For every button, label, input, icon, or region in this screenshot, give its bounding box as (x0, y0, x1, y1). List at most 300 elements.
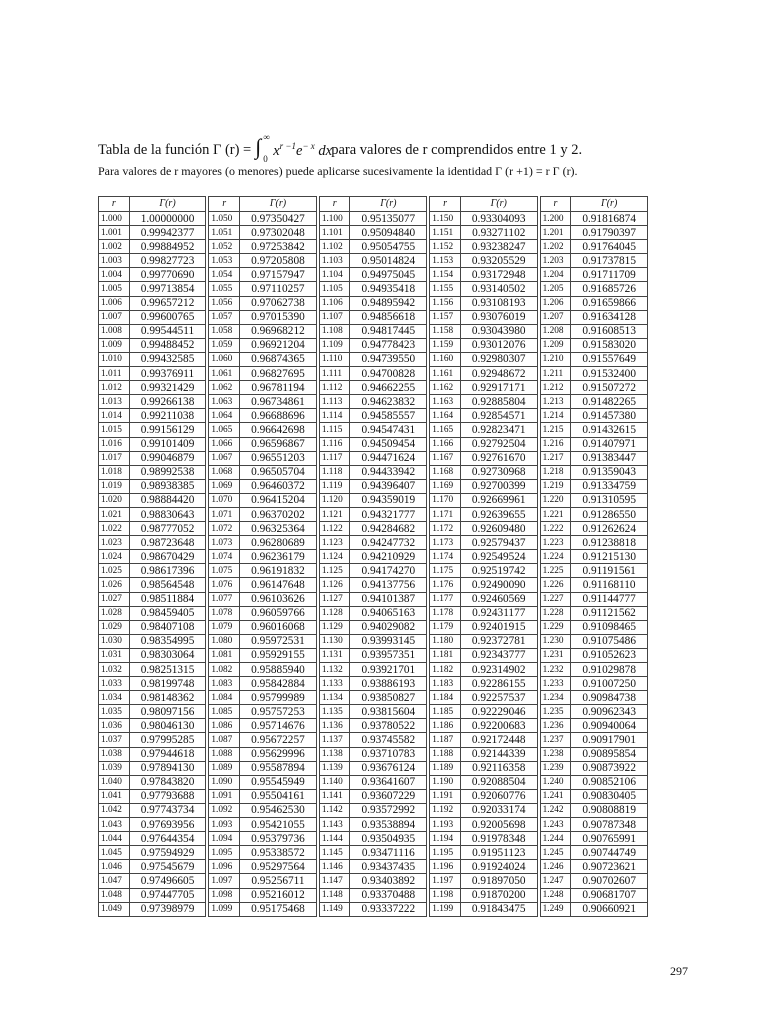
gamma-cell: 0.97302048 (240, 226, 317, 240)
table-row (209, 550, 316, 564)
table-row (430, 409, 537, 423)
table-row (319, 550, 426, 564)
gamma-cell: 0.96460372 (240, 479, 317, 493)
gamma-cell: 0.91191561 (571, 564, 648, 578)
gamma-cell: 0.97350427 (240, 212, 317, 226)
gamma-cell: 0.97015390 (240, 310, 317, 324)
gamma-cell: 0.99770690 (129, 268, 206, 282)
table-row (209, 367, 316, 381)
gamma-cell: 0.92229046 (460, 705, 537, 719)
gamma-cell: 0.91507272 (571, 381, 648, 395)
gamma-cell: 0.94471624 (350, 451, 427, 465)
table-row (99, 733, 206, 747)
gamma-cell: 0.92761670 (460, 451, 537, 465)
gamma-cell: 0.95587894 (240, 761, 317, 775)
gamma-cell: 0.95216012 (240, 888, 317, 902)
gamma-cell: 0.95545949 (240, 775, 317, 789)
table-row (430, 352, 537, 366)
gamma-cell: 0.94321777 (350, 507, 427, 521)
header-row (430, 197, 537, 212)
table-row (209, 352, 316, 366)
table-row (319, 846, 426, 860)
table-row (430, 465, 537, 479)
table-row (209, 761, 316, 775)
r-cell: 1.178 (430, 606, 461, 620)
gamma-cell: 0.94935418 (350, 282, 427, 296)
r-cell: 1.012 (99, 381, 130, 395)
gamma-cell: 0.93370488 (350, 888, 427, 902)
gamma-cell: 0.92060776 (460, 789, 537, 803)
header-row (540, 197, 647, 212)
gamma-cell: 0.93471116 (350, 846, 427, 860)
table-row (540, 761, 647, 775)
gamma-cell: 0.92639655 (460, 507, 537, 521)
r-cell: 1.064 (209, 409, 240, 423)
table-row (540, 677, 647, 691)
gamma-cell: 0.93238247 (460, 240, 537, 254)
r-cell: 1.109 (319, 338, 350, 352)
table-row (209, 381, 316, 395)
r-cell: 1.209 (540, 338, 571, 352)
gamma-cell: 0.99101409 (129, 437, 206, 451)
r-cell: 1.128 (319, 606, 350, 620)
table-row (540, 282, 647, 296)
gamma-cell: 0.92700399 (460, 479, 537, 493)
table-row (99, 888, 206, 902)
gamma-cell: 0.98830643 (129, 507, 206, 521)
gamma-cell: 0.92257537 (460, 691, 537, 705)
table-row (209, 507, 316, 521)
r-cell: 1.205 (540, 282, 571, 296)
r-cell: 1.216 (540, 437, 571, 451)
gamma-cell: 0.90765991 (571, 832, 648, 846)
table-row (319, 719, 426, 733)
table-row (430, 310, 537, 324)
r-cell: 1.174 (430, 550, 461, 564)
r-cell: 1.237 (540, 733, 571, 747)
column-header-gamma: Γ(r) (571, 197, 648, 212)
r-cell: 1.144 (319, 832, 350, 846)
table-row (99, 423, 206, 437)
gamma-cell: 0.97894130 (129, 761, 206, 775)
table-block (98, 196, 206, 917)
r-cell: 1.124 (319, 550, 350, 564)
table-row (319, 479, 426, 493)
table-row (209, 620, 316, 634)
r-cell: 1.029 (99, 620, 130, 634)
gamma-cell: 0.95842884 (240, 677, 317, 691)
gamma-cell: 0.93921701 (350, 663, 427, 677)
integrand (273, 141, 332, 160)
gamma-cell: 0.92854571 (460, 409, 537, 423)
gamma-cell: 0.99657212 (129, 296, 206, 310)
r-cell: 1.131 (319, 648, 350, 662)
table-row (430, 705, 537, 719)
r-cell: 1.180 (430, 634, 461, 648)
r-cell: 1.050 (209, 212, 240, 226)
table-row (319, 789, 426, 803)
r-cell: 1.123 (319, 536, 350, 550)
r-cell: 1.223 (540, 536, 571, 550)
gamma-cell: 0.97157947 (240, 268, 317, 282)
gamma-cell: 0.91532400 (571, 367, 648, 381)
table-row (540, 663, 647, 677)
gamma-cell: 0.99544511 (129, 324, 206, 338)
table-row (430, 423, 537, 437)
r-cell: 1.117 (319, 451, 350, 465)
r-cell: 1.230 (540, 634, 571, 648)
table-row (540, 352, 647, 366)
gamma-cell: 0.92088504 (460, 775, 537, 789)
r-cell: 1.199 (430, 902, 461, 916)
table-row (430, 226, 537, 240)
gamma-cell: 0.99266138 (129, 395, 206, 409)
gamma-cell: 0.96968212 (240, 324, 317, 338)
r-cell: 1.094 (209, 832, 240, 846)
r-cell: 1.118 (319, 465, 350, 479)
r-cell: 1.182 (430, 663, 461, 677)
r-cell: 1.122 (319, 522, 350, 536)
gamma-cell: 0.96734861 (240, 395, 317, 409)
gamma-cell: 0.98354995 (129, 634, 206, 648)
table-row (99, 282, 206, 296)
r-cell: 1.149 (319, 902, 350, 916)
r-cell: 1.084 (209, 691, 240, 705)
r-cell: 1.125 (319, 564, 350, 578)
gamma-cell: 0.97743734 (129, 803, 206, 817)
r-cell: 1.058 (209, 324, 240, 338)
r-cell: 1.077 (209, 592, 240, 606)
r-cell: 1.086 (209, 719, 240, 733)
gamma-cell: 0.93012076 (460, 338, 537, 352)
gamma-cell: 0.92460569 (460, 592, 537, 606)
gamma-cell: 0.90895854 (571, 747, 648, 761)
r-cell: 1.031 (99, 648, 130, 662)
gamma-cell: 0.95504161 (240, 789, 317, 803)
header-row (209, 197, 316, 212)
table-row (540, 296, 647, 310)
table-row (99, 691, 206, 705)
table-row (319, 282, 426, 296)
gamma-cell: 0.97944618 (129, 747, 206, 761)
table-row (430, 789, 537, 803)
table-row (430, 733, 537, 747)
r-cell: 1.134 (319, 691, 350, 705)
table-row (540, 451, 647, 465)
gamma-cell: 0.93043980 (460, 324, 537, 338)
table-row (540, 606, 647, 620)
table-row (430, 874, 537, 888)
r-cell: 1.135 (319, 705, 350, 719)
r-cell: 1.030 (99, 634, 130, 648)
table-row (99, 212, 206, 226)
table-row (209, 268, 316, 282)
table-row (430, 888, 537, 902)
gamma-cell: 0.95629996 (240, 747, 317, 761)
gamma-cell: 0.94739550 (350, 352, 427, 366)
gamma-cell: 0.92792504 (460, 437, 537, 451)
table-row (209, 423, 316, 437)
title-suffix: para valores de r comprendidos entre 1 y 2. (331, 141, 583, 158)
table-row (99, 226, 206, 240)
r-cell: 1.090 (209, 775, 240, 789)
r-cell: 1.114 (319, 409, 350, 423)
r-cell: 1.043 (99, 818, 130, 832)
gamma-cell: 0.90660921 (571, 902, 648, 916)
gamma-cell: 0.93641607 (350, 775, 427, 789)
table-row (540, 465, 647, 479)
table-row (430, 395, 537, 409)
r-cell: 1.229 (540, 620, 571, 634)
gamma-cell: 0.95672257 (240, 733, 317, 747)
r-cell: 1.204 (540, 268, 571, 282)
gamma-cell: 0.96551203 (240, 451, 317, 465)
table-row (99, 268, 206, 282)
table-row (319, 226, 426, 240)
r-cell: 1.211 (540, 367, 571, 381)
r-cell: 1.046 (99, 860, 130, 874)
gamma-cell: 0.93886193 (350, 677, 427, 691)
gamma-cell: 0.91924024 (460, 860, 537, 874)
r-cell: 1.048 (99, 888, 130, 902)
table-row (99, 240, 206, 254)
gamma-cell: 0.99713854 (129, 282, 206, 296)
r-cell: 1.140 (319, 775, 350, 789)
r-cell: 1.106 (319, 296, 350, 310)
table-row (209, 282, 316, 296)
table-row (319, 592, 426, 606)
gamma-cell: 0.97644354 (129, 832, 206, 846)
r-cell: 1.038 (99, 747, 130, 761)
gamma-cell: 0.90873922 (571, 761, 648, 775)
table-row (319, 818, 426, 832)
r-cell: 1.203 (540, 254, 571, 268)
r-cell: 1.177 (430, 592, 461, 606)
gamma-cell: 0.91608513 (571, 324, 648, 338)
gamma-cell: 0.93504935 (350, 832, 427, 846)
table-row (430, 648, 537, 662)
table-row (319, 367, 426, 381)
r-cell: 1.095 (209, 846, 240, 860)
r-cell: 1.103 (319, 254, 350, 268)
r-cell: 1.045 (99, 846, 130, 860)
table-row (540, 691, 647, 705)
r-cell: 1.074 (209, 550, 240, 564)
table-row (430, 564, 537, 578)
gamma-cell: 0.98407108 (129, 620, 206, 634)
table-row (540, 310, 647, 324)
table-row (209, 747, 316, 761)
r-cell: 1.233 (540, 677, 571, 691)
gamma-cell: 0.98938385 (129, 479, 206, 493)
table-row (540, 733, 647, 747)
r-cell: 1.080 (209, 634, 240, 648)
r-cell: 1.049 (99, 902, 130, 916)
r-cell: 1.097 (209, 874, 240, 888)
table-row (99, 578, 206, 592)
r-cell: 1.151 (430, 226, 461, 240)
r-cell: 1.148 (319, 888, 350, 902)
r-cell: 1.154 (430, 268, 461, 282)
r-cell: 1.224 (540, 550, 571, 564)
gamma-cell: 0.94284682 (350, 522, 427, 536)
gamma-cell: 0.95799989 (240, 691, 317, 705)
table-row (430, 719, 537, 733)
gamma-cell: 0.99827723 (129, 254, 206, 268)
gamma-cell: 0.95256711 (240, 874, 317, 888)
gamma-cell: 0.93205529 (460, 254, 537, 268)
gamma-cell: 0.93108193 (460, 296, 537, 310)
table-row (99, 522, 206, 536)
gamma-cell: 0.94433942 (350, 465, 427, 479)
gamma-cell: 0.97793688 (129, 789, 206, 803)
r-cell: 1.153 (430, 254, 461, 268)
table-row (99, 381, 206, 395)
gamma-cell: 0.91482265 (571, 395, 648, 409)
r-cell: 1.168 (430, 465, 461, 479)
table-row (540, 437, 647, 451)
r-cell: 1.087 (209, 733, 240, 747)
table-row (99, 677, 206, 691)
r-cell: 1.098 (209, 888, 240, 902)
r-cell: 1.028 (99, 606, 130, 620)
gamma-cell: 0.94975045 (350, 268, 427, 282)
gamma-cell: 0.93676124 (350, 761, 427, 775)
r-cell: 1.236 (540, 719, 571, 733)
r-cell: 1.169 (430, 479, 461, 493)
table-row (319, 212, 426, 226)
gamma-cell: 0.90702607 (571, 874, 648, 888)
table-row (540, 634, 647, 648)
r-cell: 1.105 (319, 282, 350, 296)
table-row (319, 648, 426, 662)
r-cell: 1.248 (540, 888, 571, 902)
gamma-cell: 0.94174270 (350, 564, 427, 578)
r-cell: 1.000 (99, 212, 130, 226)
gamma-cell: 0.99884952 (129, 240, 206, 254)
gamma-cell: 0.95135077 (350, 212, 427, 226)
r-cell: 1.246 (540, 860, 571, 874)
table-row (540, 705, 647, 719)
r-cell: 1.037 (99, 733, 130, 747)
gamma-cell: 0.93850827 (350, 691, 427, 705)
gamma-cell: 0.95014824 (350, 254, 427, 268)
r-cell: 1.113 (319, 395, 350, 409)
table-row (540, 564, 647, 578)
gamma-cell: 0.96874365 (240, 352, 317, 366)
table-row (430, 479, 537, 493)
table-row (430, 522, 537, 536)
r-cell: 1.163 (430, 395, 461, 409)
integrand-base: x (273, 142, 280, 159)
table-row (430, 268, 537, 282)
r-cell: 1.158 (430, 324, 461, 338)
table-row (319, 578, 426, 592)
table-row (430, 775, 537, 789)
r-cell: 1.195 (430, 846, 461, 860)
table-row (209, 296, 316, 310)
r-cell: 1.020 (99, 493, 130, 507)
integrand-dx: dx (318, 142, 333, 159)
r-cell: 1.145 (319, 846, 350, 860)
r-cell: 1.186 (430, 719, 461, 733)
gamma-cell: 0.98617396 (129, 564, 206, 578)
gamma-cell: 0.91144777 (571, 592, 648, 606)
r-cell: 1.066 (209, 437, 240, 451)
gamma-cell: 0.95972531 (240, 634, 317, 648)
gamma-cell: 0.90681707 (571, 888, 648, 902)
r-cell: 1.010 (99, 352, 130, 366)
r-cell: 1.194 (430, 832, 461, 846)
gamma-cell: 0.94137756 (350, 578, 427, 592)
table-row (430, 747, 537, 761)
gamma-cell: 0.92917171 (460, 381, 537, 395)
table-block (208, 196, 316, 917)
gamma-cell: 0.98459405 (129, 606, 206, 620)
r-cell: 1.142 (319, 803, 350, 817)
table-row (540, 423, 647, 437)
r-cell: 1.136 (319, 719, 350, 733)
gamma-cell: 0.96059766 (240, 606, 317, 620)
r-cell: 1.129 (319, 620, 350, 634)
table-row (430, 493, 537, 507)
r-cell: 1.141 (319, 789, 350, 803)
r-cell: 1.202 (540, 240, 571, 254)
table-row (319, 620, 426, 634)
gamma-cell: 0.95379736 (240, 832, 317, 846)
table-row (99, 789, 206, 803)
r-cell: 1.130 (319, 634, 350, 648)
gamma-cell: 0.97398979 (129, 902, 206, 916)
r-cell: 1.218 (540, 465, 571, 479)
r-cell: 1.139 (319, 761, 350, 775)
header-row (99, 197, 206, 212)
gamma-cell: 0.93957351 (350, 648, 427, 662)
r-cell: 1.219 (540, 479, 571, 493)
r-cell: 1.210 (540, 352, 571, 366)
table-row (430, 212, 537, 226)
table-row (540, 846, 647, 860)
table-row (99, 564, 206, 578)
table-row (540, 254, 647, 268)
gamma-cell: 0.93780522 (350, 719, 427, 733)
table-row (319, 902, 426, 916)
table-row (319, 733, 426, 747)
table-row (540, 648, 647, 662)
gamma-cell: 0.94359019 (350, 493, 427, 507)
r-cell: 1.108 (319, 324, 350, 338)
r-cell: 1.091 (209, 789, 240, 803)
column-header-r: r (540, 197, 571, 212)
table-row (99, 761, 206, 775)
gamma-cell: 0.93710783 (350, 747, 427, 761)
gamma-cell: 0.96103626 (240, 592, 317, 606)
r-cell: 1.207 (540, 310, 571, 324)
table-row (99, 409, 206, 423)
r-cell: 1.243 (540, 818, 571, 832)
table-row (99, 818, 206, 832)
gamma-cell: 0.96781194 (240, 381, 317, 395)
table-row (540, 212, 647, 226)
gamma-cell: 0.92549524 (460, 550, 537, 564)
gamma-cell: 0.91262624 (571, 522, 648, 536)
table-row (319, 705, 426, 719)
r-cell: 1.238 (540, 747, 571, 761)
gamma-cell: 1.00000000 (129, 212, 206, 226)
r-cell: 1.164 (430, 409, 461, 423)
r-cell: 1.150 (430, 212, 461, 226)
gamma-cell: 0.91286550 (571, 507, 648, 521)
